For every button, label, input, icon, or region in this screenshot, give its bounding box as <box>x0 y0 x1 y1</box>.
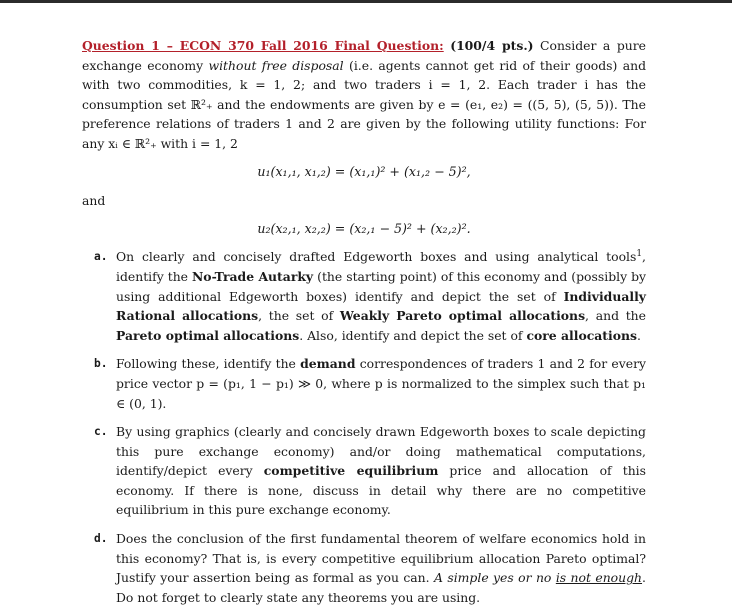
individually-rational: Individually Rational allocations <box>116 288 646 324</box>
top-border <box>0 0 732 3</box>
item-b-label: b. <box>94 357 108 371</box>
weakly-pareto: Weakly Pareto optimal allocations <box>339 308 586 324</box>
item-b-text: correspondences of traders 1 and 2 for every price vector p = (p₁, 1 − p₁) ≫ 0, where p is normalized to the simplex such that p₁ ∈ (0, 1). <box>116 356 647 411</box>
not-enough: is not enough <box>555 570 643 586</box>
demand-term: demand <box>300 356 356 372</box>
item-a-text: . <box>636 327 641 343</box>
item-a <box>82 247 646 345</box>
item-a-text: On clearly and concisely drafted Edgeworth boxes and using analytical tools <box>116 249 637 265</box>
footnote-marker: 1 <box>636 249 643 260</box>
item-c <box>82 422 646 520</box>
no-trade-autarky: No-Trade Autarky <box>191 268 314 284</box>
core-allocations: core allocations <box>526 327 637 343</box>
item-b-text: Following these, identify the <box>116 356 301 372</box>
utility-equation-1: u₁(x₁,₁, x₁,₂) = (x₁,₁)² + (x₁,₂ − 5)², <box>257 163 471 179</box>
simple-yes-no: A simple yes or no <box>434 570 556 586</box>
question-intro <box>82 36 646 154</box>
question-header: Question 1 – ECON 370 Fall 2016 Final Question: <box>82 38 444 53</box>
item-d-text: . Do not forget to clearly state any theorems you are using. <box>116 570 646 605</box>
item-b <box>82 354 646 413</box>
item-d <box>82 529 646 607</box>
item-a-text: , and the <box>585 308 646 324</box>
item-a-text: , identify the <box>116 249 646 284</box>
intro-free-disposal: without free disposal <box>208 57 344 73</box>
item-c-label: c. <box>94 425 108 439</box>
question-document <box>82 36 646 607</box>
item-a-label: a. <box>94 250 108 264</box>
competitive-equilibrium: competitive equilibrium <box>263 463 439 479</box>
item-d-text: Does the conclusion of the first fundamental theorem of welfare economics hold in this economy? That is, is every competitive equilibrium allocation Pareto optimal? Justify your assertion being as formal as you can. <box>116 531 646 586</box>
item-c-text: price and allocation of this economy. If there is none, discuss in detail why there are no competitive equilibrium in this pure exchange economy. <box>116 463 646 518</box>
item-a-text: (the starting point) of this economy and (possibly by using additional Edgeworth boxes) identify and depict the set of <box>116 268 646 304</box>
item-a-text: , the set of <box>258 308 340 324</box>
intro-text-2: (i.e. agents cannot get rid of their goods) and with two commodities, k = 1, 2; and two traders i = 1, 2. Each trader i has the consumption set ℝ²₊ and the endowments are given by e = (e₁, e₂) = ((5, 5), (5, 5)). The preference relations of traders 1 and 2 are given by the following utility functions: For any xᵢ ∈ ℝ²₊ with i = 1, 2 <box>82 57 647 151</box>
utility-equation-2: u₂(x₂,₁, x₂,₂) = (x₂,₁ − 5)² + (x₂,₂)². <box>257 220 471 236</box>
item-a-text: . Also, identify and depict the set of <box>299 327 527 343</box>
item-c-text: By using graphics (clearly and concisely drawn Edgeworth boxes to scale depicting this pure exchange economy) and/or doing mathematical computations, identify/depict every <box>116 424 646 479</box>
and-connector: and <box>82 193 106 209</box>
item-d-label: d. <box>94 532 108 546</box>
pareto-optimal: Pareto optimal allocations <box>116 327 300 343</box>
question-points: (100/4 pts.) <box>450 38 534 53</box>
intro-text-1: Consider a pure exchange economy <box>82 38 646 73</box>
